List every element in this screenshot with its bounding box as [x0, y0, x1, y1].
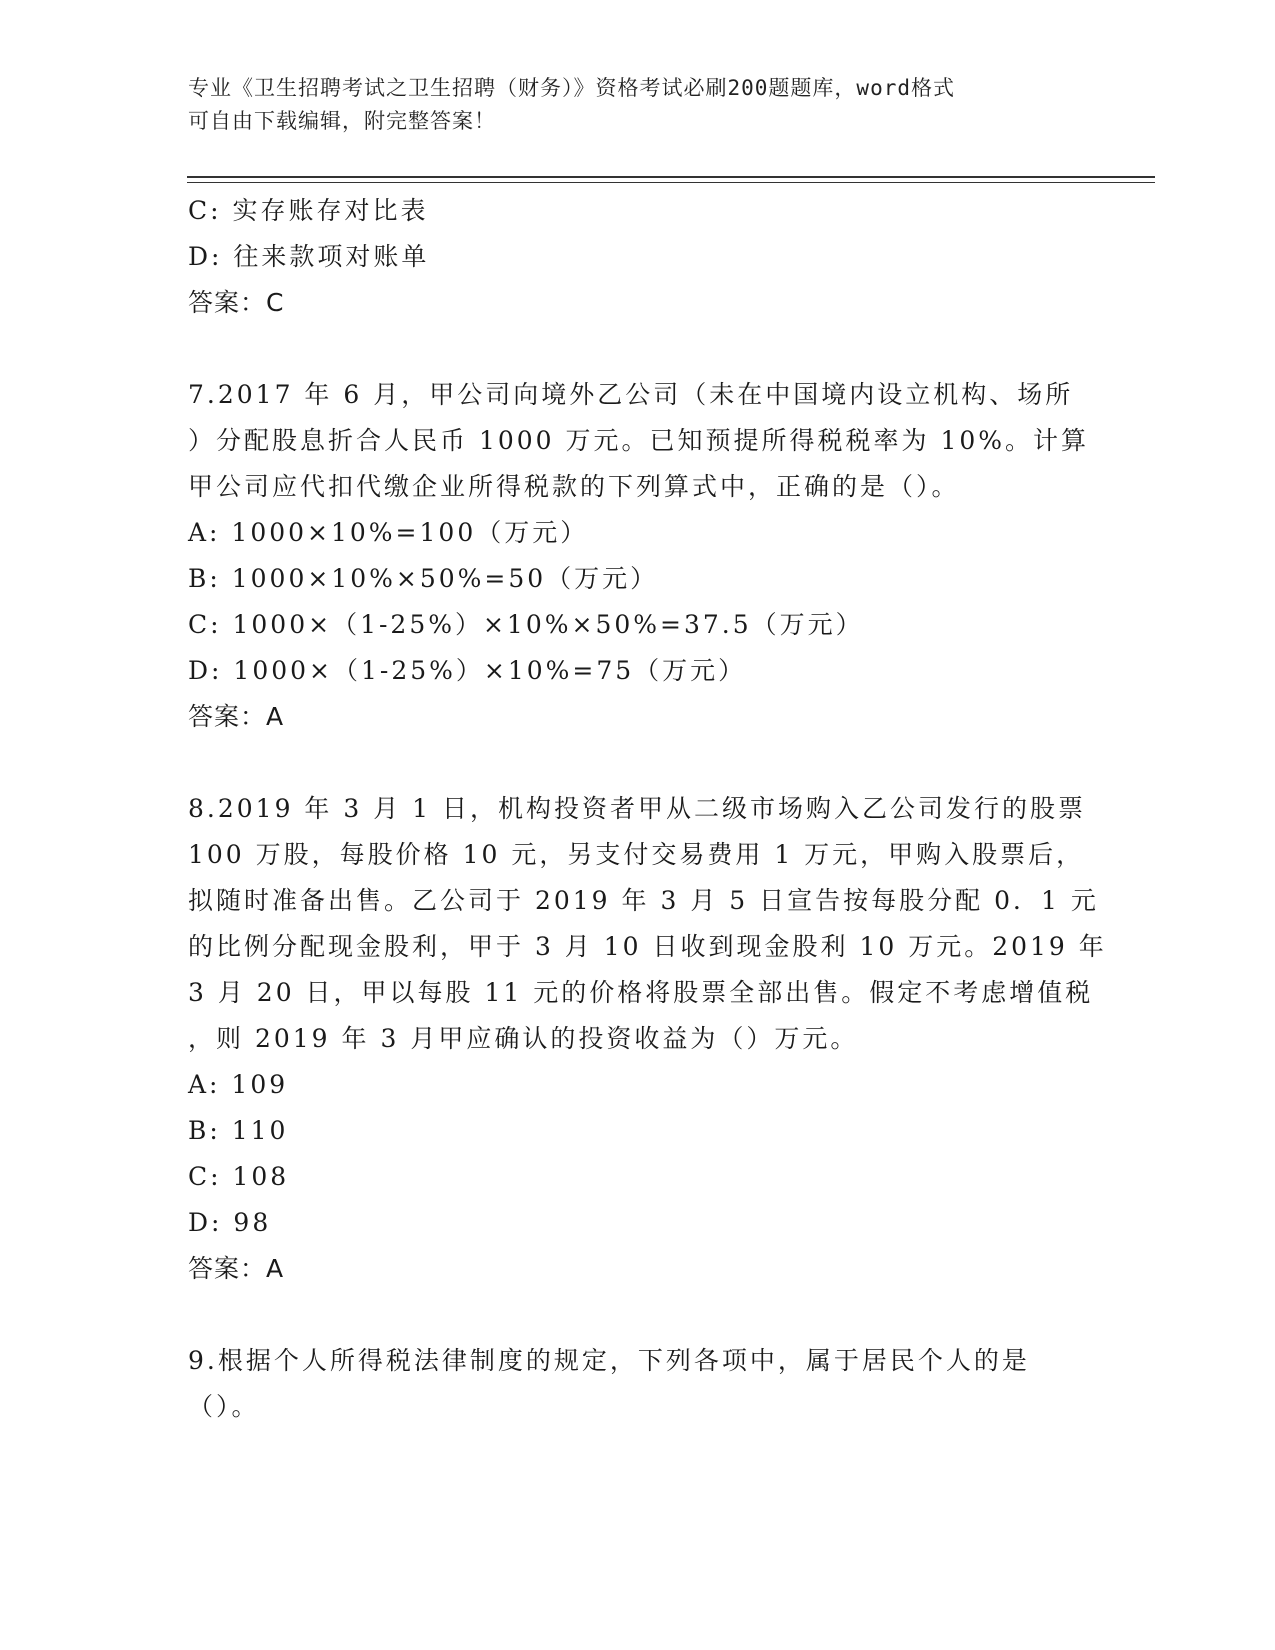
q8-stem-line: 拟随时准备出售。乙公司于 2019 年 3 月 5 日宣告按每股分配 0．1 元 [188, 886, 1099, 915]
q7-answer: 答案：A [188, 702, 285, 731]
spacer [188, 326, 1088, 372]
q6-option-c: C: 实存账存对比表 [188, 196, 429, 225]
q8-option-c: C: 108 [188, 1162, 290, 1191]
spacer [188, 1292, 1088, 1338]
q7-option-c: C: 1000×（1-25%）×10%×50%=37.5（万元） [188, 610, 864, 639]
q7-option-b: B: 1000×10%×50%=50（万元） [188, 564, 659, 593]
q8-answer: 答案：A [188, 1254, 285, 1283]
q6-answer: 答案：C [188, 288, 285, 317]
q8-stem-line: 8.2019 年 3 月 1 日，机构投资者甲从二级市场购入乙公司发行的股票 [188, 794, 1087, 823]
q8-option-d: D: 98 [188, 1208, 272, 1237]
document-body [188, 188, 1107, 1430]
q7-option-d: D: 1000×（1-25%）×10%=75（万元） [188, 656, 747, 685]
q7-stem-line: 7.2017 年 6 月，甲公司向境外乙公司（未在中国境内设立机构、场所 [188, 380, 1074, 409]
q7-stem-line: 甲公司应代扣代缴企业所得税款的下列算式中，正确的是（）。 [188, 472, 960, 501]
header-title-line-1: 专业《卫生招聘考试之卫生招聘（财务）》资格考试必刷200题题库，word格式 [188, 76, 955, 100]
spacer [188, 740, 1088, 786]
q8-option-b: B: 110 [188, 1116, 289, 1145]
q8-stem-line: ，则 2019 年 3 月甲应确认的投资收益为（）万元。 [188, 1024, 859, 1053]
header-divider-thin [187, 182, 1155, 183]
header-title-line-2: 可自由下载编辑，附完整答案！ [188, 109, 496, 133]
q7-stem-line: ）分配股息折合人民币 1000 万元。已知预提所得税税率为 10%。计算 [188, 426, 1090, 455]
q8-stem-line: 的比例分配现金股利，甲于 3 月 10 日收到现金股利 10 万元。2019 年 [188, 932, 1107, 961]
page-header [188, 72, 1068, 138]
q9-stem-line: 9.根据个人所得税法律制度的规定，下列各项中，属于居民个人的是 [188, 1346, 1030, 1375]
q9-stem-line: （）。 [188, 1392, 260, 1421]
q7-option-a: A: 1000×10%=100（万元） [188, 518, 589, 547]
q8-stem-line: 100 万股，每股价格 10 元，另支付交易费用 1 万元，甲购入股票后， [188, 840, 1085, 869]
header-divider-thick [187, 176, 1155, 178]
q6-option-d: D: 往来款项对账单 [188, 242, 430, 271]
q8-option-a: A: 109 [188, 1070, 289, 1099]
q8-stem-line: 3 月 20 日，甲以每股 11 元的价格将股票全部出售。假定不考虑增值税 [188, 978, 1094, 1007]
